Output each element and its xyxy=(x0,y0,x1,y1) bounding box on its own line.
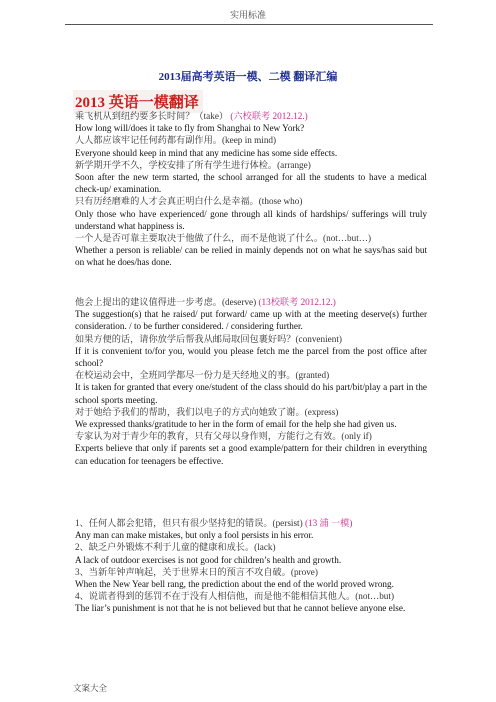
item-english: A lack of outdoor exercises is not good for children’s health and growth. xyxy=(75,554,342,565)
item-chinese: 如果方便的话，请你放学后帮我从邮局取回包裹好吗？(convenient) xyxy=(75,333,342,344)
item-chinese: 只有历经磨难的人才会真正明白什么是幸福。(those who) xyxy=(75,196,303,207)
item-english: We expressed thanks/gratitude to her in the form of email for the help she had given us. xyxy=(75,419,397,430)
item-chinese: 对于她给予我们的帮助，我们以电子的方式向她致了谢。(express) xyxy=(75,406,339,417)
page-header: 实用标准 xyxy=(229,10,266,20)
translation-block-1 xyxy=(75,110,427,269)
item-english: Whether a person is reliable/ can be relied in mainly depends not on what he says/has said but on what he does/has done. xyxy=(75,245,427,268)
item-chinese: 一个人是否可靠主要取决于他做了什么，而不是他说了什么。(not…but…) xyxy=(75,233,372,244)
item-chinese: 4、说谎者得到的惩罚不在于没有人相信他，而是他不能相信其他人。(not…but) xyxy=(75,591,395,602)
item-english: Everyone should keep in mind that any medicine has some side effects. xyxy=(75,147,338,158)
item-english: Experts believe that only if parents set a good example/pattern for their children in everything can education for teenagers be effective. xyxy=(75,443,427,466)
source-note: (六校联考 2012.12.) xyxy=(230,111,308,121)
item-english: If it is convenient to/for you, would you please fetch me the parcel from the post office after school? xyxy=(75,345,427,369)
item-english: The suggestion(s) that he raised/ put forward/ came up with at the meeting deserve(s) further consideration. / to be further considered. / considering further. xyxy=(75,309,427,332)
item-chinese: 1、任何人都会犯错，但只有很少坚持犯的错误。(persist) (13 浦 一模) xyxy=(75,518,353,528)
item-english: Any man can make mistakes, but only a fool persists in his error. xyxy=(75,530,314,541)
item-chinese: 新学期开学不久，学校安排了所有学生进行体检。(arrange) xyxy=(75,159,311,170)
source-note: (13 浦 一模) xyxy=(304,518,353,528)
item-english: The liar’s punishment is not that he is not believed but that he cannot believe anyone else. xyxy=(75,603,406,614)
item-english: It is taken for granted that every one/student of the class should do his part/bit/play a part in the school sports meeting. xyxy=(75,382,427,405)
translation-block-2 xyxy=(75,296,427,467)
item-chinese: 人人都应该牢记任何药都有副作用。(keep in mind) xyxy=(75,135,277,146)
page-footer: 文案大全 xyxy=(73,683,108,693)
item-chinese: 3、当新年钟声响起，关于世界末日的预言不攻自破。(prove) xyxy=(75,566,318,577)
translation-block-3 xyxy=(75,517,427,615)
item-chinese: 2、缺乏户外锻炼不利于儿童的健康和成长。(lack) xyxy=(75,542,276,553)
item-english: When the New Year bell rang, the prediction about the end of the world proved wrong. xyxy=(75,579,394,590)
item-chinese: 他会上提出的建议值得进一步考虑。(deserve) (13校联考 2012.12.) xyxy=(75,297,336,307)
item-english: Soon after the new term started, the school arranged for all the students to have a medical check-up/ examination. xyxy=(75,172,427,195)
header-divider xyxy=(65,24,433,25)
source-note: (13校联考 2012.12.) xyxy=(258,297,336,307)
item-chinese: 专家认为对于青少年的教育，只有父母以身作则，方能行之有效。(only if) xyxy=(75,431,372,442)
item-english: How long will/does it take to fly from Shanghai to New York? xyxy=(75,123,305,134)
document-title: 2013届高考英语一模、二模 翻译汇编 xyxy=(158,71,338,83)
item-chinese: 乘飞机从到纽约要多长时间？（take） (六校联考 2012.12.) xyxy=(75,111,308,121)
item-chinese: 在校运动会中，全班同学都尽一份力是天经地义的事。(granted) xyxy=(75,370,330,381)
item-english: Only those who have experienced/ gone through all kinds of hardships/ sufferings will truly understand what happiness is. xyxy=(75,208,427,231)
section-heading: 2013 英语一模翻译 xyxy=(73,90,203,113)
